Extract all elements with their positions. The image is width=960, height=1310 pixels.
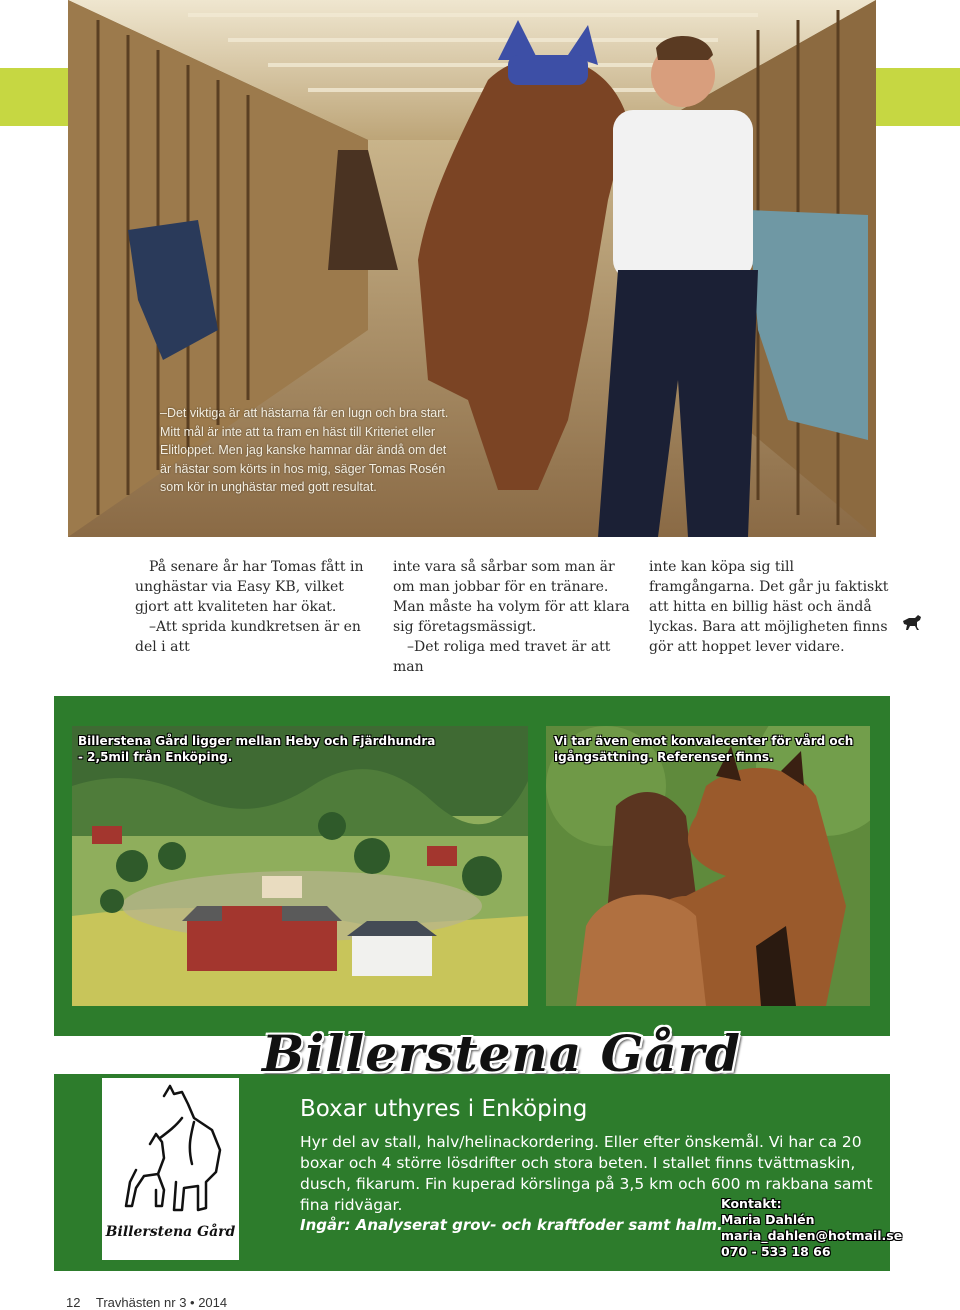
contact-block: [721, 1196, 902, 1260]
page-footer: [66, 1295, 239, 1310]
farm-aerial-photo: [72, 726, 528, 1006]
contact-phone: 070 - 533 18 66: [721, 1244, 831, 1259]
article-column-1: [135, 557, 379, 657]
contact-email[interactable]: maria_dahlen@hotmail.se: [721, 1228, 903, 1243]
article-column-2: [393, 557, 637, 677]
farm-location-line-2: - 2,5mil från Enköping.: [78, 750, 233, 764]
photo-caption: –Det viktiga är att hästarna får en lugn och bra start. Mitt mål är inte att ta fram en häst till Kriteriet eller Elitloppet. Men jag kanske hamnar där ändå om det är hästar som körts in hos mig, säger Tomas Rosén som kör in unghästar med gott resultat.: [160, 406, 449, 494]
accent-tab-left: [0, 68, 72, 126]
magazine-issue: Travhästen nr 3 • 2014: [95, 1295, 228, 1310]
services-line-1: Vi tar även emot konvalecenter för vård och: [554, 734, 854, 748]
article-column-3: [649, 557, 901, 657]
contact-name: Maria Dahlén: [721, 1212, 815, 1227]
article-paragraph: inte vara så sårbar som man är om man jobbar för en tränare. Man måste ha volym för att klara sig företagsmässigt.: [393, 559, 630, 635]
services-line-2: igångsättning. Referenser finns.: [554, 750, 774, 764]
logo-text: Billerstena Gård: [105, 1224, 236, 1240]
page-number: 12: [66, 1295, 81, 1310]
accent-tab-right: [876, 68, 960, 126]
brand-title: Billerstena Gård: [262, 1024, 742, 1083]
farm-location-line-1: Billerstena Gård ligger mellan Heby och Fjärdhundra: [78, 734, 436, 748]
article-paragraph: –Att sprida kundkretsen är en del i att: [135, 619, 361, 655]
services-caption: [554, 733, 853, 765]
article-paragraph: [649, 557, 901, 657]
article-paragraph: –Det roliga med travet är att man: [393, 639, 611, 675]
horses-photo: [546, 726, 870, 1006]
ad-body-text: Hyr del av stall, halv/helinackordering. Eller efter önskemål. Vi har ca 20 boxar och 4 större lösdrifter och stora beten. I stallet finns tvättmaskin, dusch, fikarum. Fin kuperad körslinga på 3,5 km och 600 m rakbana samt fina ridvägar.: [300, 1133, 873, 1214]
ad-heading: Boxar uthyres i Enköping: [300, 1096, 588, 1122]
billerstena-logo: [98, 1074, 243, 1264]
horse-icon: [901, 615, 923, 635]
contact-label: Kontakt:: [721, 1196, 782, 1211]
article-closing-text: inte kan köpa sig till framgångarna. Det går ju faktiskt att hitta en billig häst och ändå lyckas. Bara att möjligheten finns gör att hoppet lever vidare.: [649, 559, 889, 655]
article-paragraph: På senare år har Tomas fått in unghästar via Easy KB, vilket gjort att kvaliteten har ökat.: [135, 559, 364, 615]
ad-included-text: Ingår: Analyserat grov- och kraftfoder samt halm.: [300, 1216, 723, 1234]
farm-location-caption: [78, 733, 435, 765]
